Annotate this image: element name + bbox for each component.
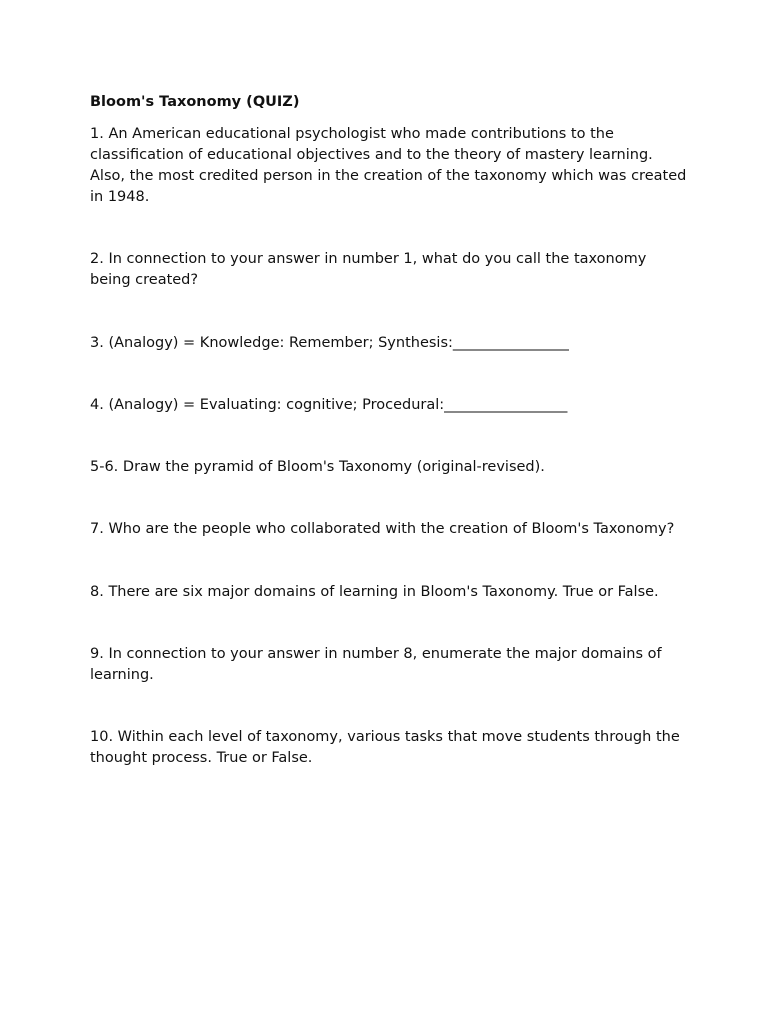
question-2: 2. In connection to your answer in number 1, what do you call the taxonomy being created? (90, 251, 647, 288)
quiz-content (90, 92, 690, 769)
question-8: 8. There are six major domains of learning in Bloom's Taxonomy. True or False. (90, 584, 659, 600)
question-5-6: 5-6. Draw the pyramid of Bloom's Taxonomy (original-revised). (90, 459, 545, 475)
question-10: 10. Within each level of taxonomy, various tasks that move students through the thought process. True or False. (90, 729, 680, 766)
question-1: 1. An American educational psychologist who made contributions to the classification of educational objectives and to the theory of mastery learning. Also, the most credited person in the creation of the taxonomy which was created in 1948. (90, 126, 687, 205)
question-7: 7. Who are the people who collaborated with the creation of Bloom's Taxonomy? (90, 521, 675, 537)
question-4: 4. (Analogy) = Evaluating: cognitive; Procedural:_________________ (90, 397, 568, 413)
question-9: 9. In connection to your answer in number 8, enumerate the major domains of learning. (90, 646, 662, 683)
quiz-title: Bloom's Taxonomy (QUIZ) (90, 94, 300, 110)
question-3: 3. (Analogy) = Knowledge: Remember; Synthesis:________________ (90, 335, 569, 351)
